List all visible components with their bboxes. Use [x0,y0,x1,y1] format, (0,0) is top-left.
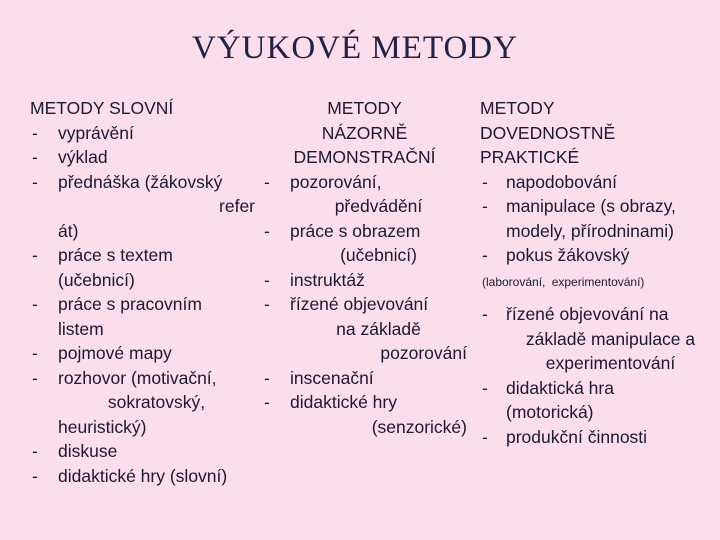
method-list [480,170,715,268]
parenthetical-note: (laborování, experimentování) [482,274,645,289]
list-item: - didaktické hry (slovní) [30,464,255,489]
column-verbal-methods [30,96,255,488]
list-item [262,292,467,366]
column-practical-methods [480,96,715,449]
list-item: - vyprávění [30,121,255,146]
list-item: - pojmové mapy [30,341,255,366]
item-line: - didaktické hry [290,392,397,412]
item-line: základě manipulace a [525,328,696,349]
item-line: - rozhovor (motivační, [58,367,217,388]
list-item [30,170,255,244]
list-item [30,366,255,440]
item-line: - manipulace (s obrazy, [506,196,676,216]
item-line: listem [58,318,104,339]
list-item: - pokus žákovský [480,243,715,268]
item-line: heuristický) [58,416,147,437]
list-item [262,219,467,268]
item-line: - práce s textem [58,245,173,265]
list-item [480,194,715,243]
item-line: - pozorování, [290,171,382,192]
item-line: - řízené objevování [290,294,429,314]
item-line: - přednáška (žákovský [58,171,223,192]
list-item [262,390,467,439]
list-item [480,376,715,425]
item-line: át) [58,220,79,241]
list-item [480,302,715,376]
item-line: pozorování [380,343,467,363]
slide-title: VÝUKOVÉ METODY [192,30,518,66]
list-item: - instruktáž [262,268,467,293]
column-heading: METODY DOVEDNOSTNĚ PRAKTICKÉ [480,98,616,167]
list-item [262,170,467,219]
item-line: sokratovský, [107,392,206,412]
method-list [480,302,715,449]
item-line: modely, přírodninami) [506,220,674,241]
item-line: - řízené objevování na [506,304,669,324]
column-demonstration-methods [262,96,467,439]
item-line: (motorická) [506,402,594,422]
list-item: - napodobování [480,170,715,195]
item-line: (senzorické) [371,416,467,437]
method-list [30,121,255,489]
list-item: - výklad [30,145,255,170]
item-line: předvádění [334,196,423,216]
item-line: - práce s obrazem [290,220,421,241]
list-item: - diskuse [30,439,255,464]
item-line: refer [219,196,255,216]
column-heading: METODY SLOVNÍ [30,98,174,118]
item-line: experimentování [545,353,676,373]
item-line: (učebnicí) [58,269,135,290]
list-item: - inscenační [262,366,467,391]
column-heading: METODY NÁZORNĚ DEMONSTRAČNÍ [293,98,436,167]
method-list [262,170,467,440]
list-item [30,243,255,292]
item-line: - didaktická hra [506,377,614,398]
list-item: - produkční činnosti [480,425,715,450]
item-line: na základě [336,318,421,339]
item-line: - práce s pracovním [58,294,202,314]
list-item [30,292,255,341]
item-line: (učebnicí) [340,245,417,265]
